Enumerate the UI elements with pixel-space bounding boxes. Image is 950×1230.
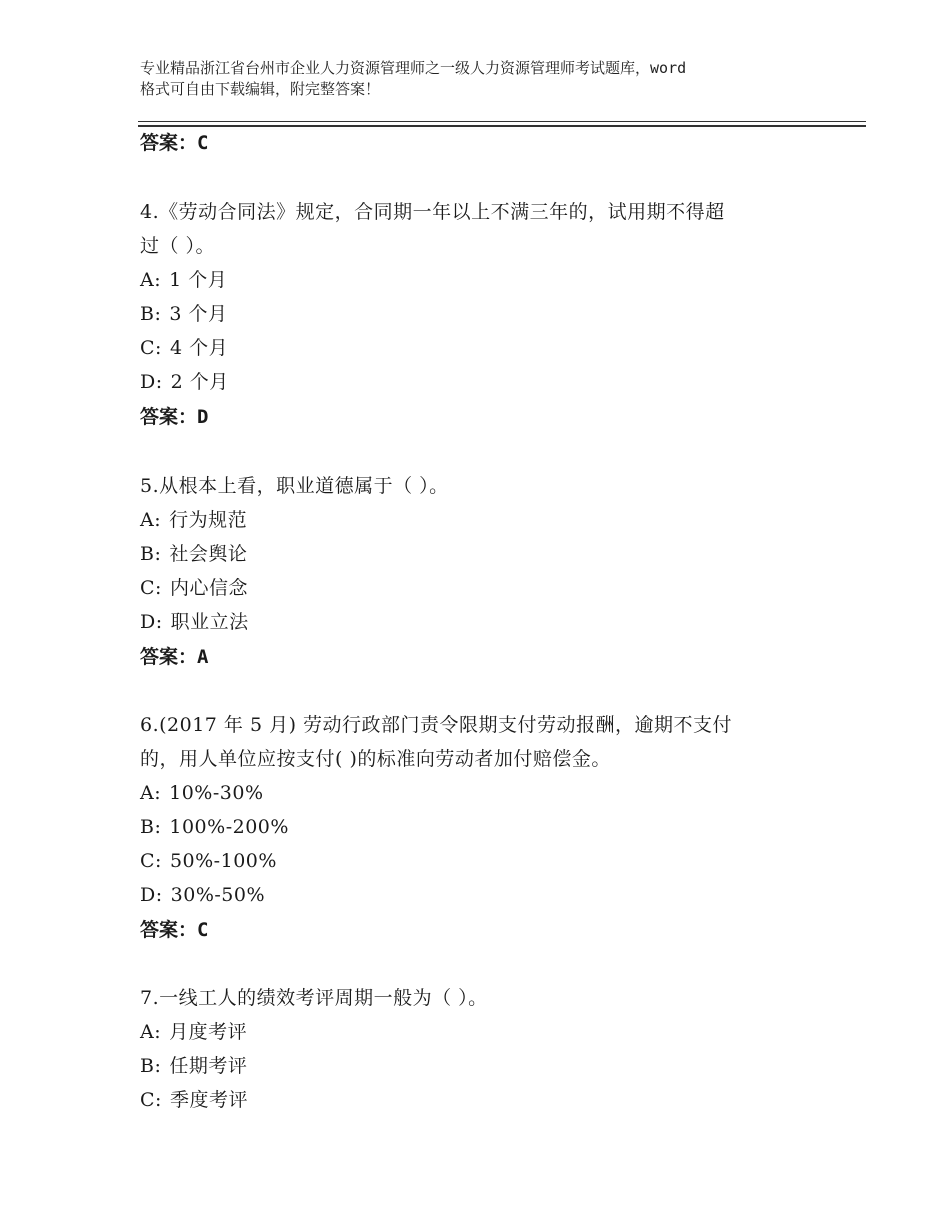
previous-answer: 答案：C	[140, 132, 209, 154]
question-5-option-d	[140, 610, 249, 634]
question-4-stem-line-1: 4.《劳动合同法》规定，合同期一年以上不满三年的，试用期不得超	[140, 201, 725, 223]
question-7-option-c	[140, 1088, 248, 1112]
option-text: 30%-50%	[170, 884, 266, 906]
question-7-stem: 7.一线工人的绩效考评周期一般为（ ）。	[140, 987, 488, 1009]
question-5-option-b	[140, 542, 247, 566]
option-label: D:	[140, 611, 163, 633]
header-divider-thin	[138, 121, 866, 122]
option-label: C:	[140, 337, 162, 359]
option-text: 50%-100%	[169, 850, 277, 872]
question-7-option-a	[140, 1020, 247, 1044]
question-4-option-c	[140, 336, 228, 360]
option-text: 内心信念	[169, 577, 248, 599]
option-label: B:	[140, 1055, 162, 1077]
option-label: C:	[140, 577, 162, 599]
option-text: 季度考评	[169, 1089, 248, 1111]
option-text: 4 个月	[169, 337, 229, 359]
option-text: 3 个月	[169, 303, 228, 325]
question-4-stem-line-2: 过（ ）。	[140, 235, 216, 257]
option-label: C:	[140, 1089, 162, 1111]
question-7-option-b	[140, 1054, 247, 1078]
option-label: B:	[140, 543, 162, 565]
option-label: A:	[140, 509, 162, 531]
option-label: A:	[140, 782, 162, 804]
question-4-option-a	[140, 268, 227, 292]
option-text: 职业立法	[170, 611, 249, 633]
option-text: 1 个月	[169, 269, 228, 291]
option-label: B:	[140, 816, 162, 838]
option-label: A:	[140, 1021, 162, 1043]
option-text: 行为规范	[169, 509, 248, 531]
question-6-option-d	[140, 883, 265, 907]
question-6-stem-line-2: 的，用人单位应按支付( )的标准向劳动者加付赔偿金。	[140, 748, 611, 770]
question-4-answer: 答案：D	[140, 406, 209, 428]
option-text: 月度考评	[169, 1021, 248, 1043]
question-6-option-b	[140, 815, 289, 839]
question-5-answer: 答案：A	[140, 646, 209, 668]
option-label: B:	[140, 303, 162, 325]
question-5-stem: 5.从根本上看，职业道德属于（ ）。	[140, 475, 449, 497]
question-4-option-b	[140, 302, 228, 326]
option-text: 100%-200%	[169, 816, 289, 838]
option-text: 10%-30%	[169, 782, 264, 804]
option-label: D:	[140, 371, 163, 393]
question-5-option-c	[140, 576, 248, 600]
question-4-option-d	[140, 370, 229, 394]
document-header	[140, 58, 840, 100]
question-6-option-c	[140, 849, 277, 873]
option-label: A:	[140, 269, 162, 291]
option-label: C:	[140, 850, 162, 872]
option-text: 任期考评	[169, 1055, 248, 1077]
question-6-stem-line-1: 6.(2017 年 5 月) 劳动行政部门责令限期支付劳动报酬，逾期不支付	[140, 714, 733, 736]
header-line-2: 格式可自由下载编辑，附完整答案！	[140, 80, 381, 98]
header-line-1: 专业精品浙江省台州市企业人力资源管理师之一级人力资源管理师考试题库，word	[140, 59, 687, 77]
option-label: D:	[140, 884, 163, 906]
option-text: 2 个月	[170, 371, 229, 393]
option-text: 社会舆论	[169, 543, 248, 565]
header-divider-thick	[138, 125, 866, 127]
question-6-option-a	[140, 781, 264, 805]
question-5-option-a	[140, 508, 247, 532]
question-6-answer: 答案：C	[140, 919, 209, 941]
